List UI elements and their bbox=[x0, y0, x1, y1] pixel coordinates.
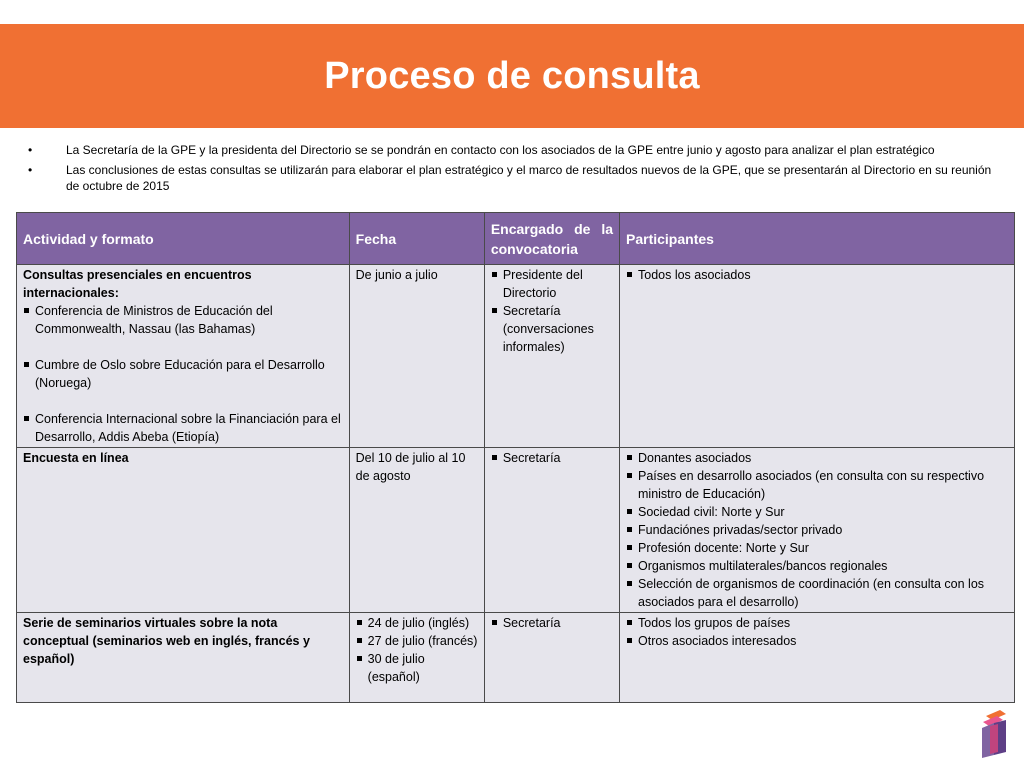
activity-title: Consultas presenciales en encuentros internacionales: bbox=[23, 268, 252, 300]
list-item: Todos los grupos de países bbox=[626, 614, 1008, 632]
header-date: Fecha bbox=[349, 213, 484, 265]
header-participants: Participantes bbox=[620, 213, 1015, 265]
list-item: Organismos multilaterales/bancos regionales bbox=[626, 557, 1008, 575]
convener-cell bbox=[484, 448, 619, 613]
table-row bbox=[17, 265, 1015, 448]
books-stack-icon bbox=[980, 708, 1010, 758]
participants-cell bbox=[620, 613, 1015, 703]
list-item: Secretaría bbox=[491, 614, 613, 632]
header-convener: Encargado de la convocatoria bbox=[484, 213, 619, 265]
bullet-item: • La Secretaría de la GPE y la presidenta del Directorio se se pondrán en contacto con los asociados de la GPE entre junio y agosto para analizar el plan estratégico bbox=[24, 142, 1000, 158]
list-item: Países en desarrollo asociados (en consulta con su respectivo ministro de Educación) bbox=[626, 467, 1008, 503]
list-item: Cumbre de Oslo sobre Educación para el Desarrollo (Noruega) bbox=[23, 356, 343, 392]
activity-title: Encuesta en línea bbox=[23, 451, 129, 465]
list-item: Selección de organismos de coordinación (en consulta con los asociados para el desarrollo) bbox=[626, 575, 1008, 611]
activity-cell bbox=[17, 265, 350, 448]
list-item: Otros asociados interesados bbox=[626, 632, 1008, 650]
title-banner bbox=[0, 24, 1024, 128]
table-row bbox=[17, 613, 1015, 703]
list-item: 27 de julio (francés) bbox=[356, 632, 478, 650]
list-item: Profesión docente: Norte y Sur bbox=[626, 539, 1008, 557]
participants-cell bbox=[620, 265, 1015, 448]
bullet-item: • Las conclusiones de estas consultas se utilizarán para elaborar el plan estratégico y el marco de resultados nuevos de la GPE, que se presentarán al Directorio en su reunión de octubre de 2015 bbox=[24, 162, 1000, 194]
list-item: Secretaría bbox=[491, 449, 613, 467]
activity-list bbox=[23, 302, 343, 446]
list-item: Sociedad civil: Norte y Sur bbox=[626, 503, 1008, 521]
convener-cell bbox=[484, 265, 619, 448]
convener-cell bbox=[484, 613, 619, 703]
activity-cell bbox=[17, 613, 350, 703]
list-item: 30 de julio (español) bbox=[356, 650, 478, 686]
list-item: 24 de julio (inglés) bbox=[356, 614, 478, 632]
table-row bbox=[17, 448, 1015, 613]
list-item: Conferencia Internacional sobre la Financiación para el Desarrollo, Addis Abeba (Etiopía) bbox=[23, 410, 343, 446]
activity-cell bbox=[17, 448, 350, 613]
list-item: Secretaría (conversaciones informales) bbox=[491, 302, 613, 356]
table-header-row bbox=[17, 213, 1015, 265]
date-cell: Del 10 de julio al 10 de agosto bbox=[349, 448, 484, 613]
activity-title: Serie de seminarios virtuales sobre la nota conceptual (seminarios web en inglés, francés y español) bbox=[23, 616, 310, 666]
list-item: Donantes asociados bbox=[626, 449, 1008, 467]
list-item: Conferencia de Ministros de Educación del Commonwealth, Nassau (las Bahamas) bbox=[23, 302, 343, 338]
list-item: Presidente del Directorio bbox=[491, 266, 613, 302]
header-activity: Actividad y formato bbox=[17, 213, 350, 265]
consultation-table bbox=[16, 212, 1015, 703]
date-cell bbox=[349, 613, 484, 703]
intro-bullets bbox=[24, 142, 1000, 198]
list-item: Fundaciónes privadas/sector privado bbox=[626, 521, 1008, 539]
list-item: Todos los asociados bbox=[626, 266, 1008, 284]
participants-cell bbox=[620, 448, 1015, 613]
page-title: Proceso de consulta bbox=[324, 54, 700, 97]
date-cell: De junio a julio bbox=[349, 265, 484, 448]
